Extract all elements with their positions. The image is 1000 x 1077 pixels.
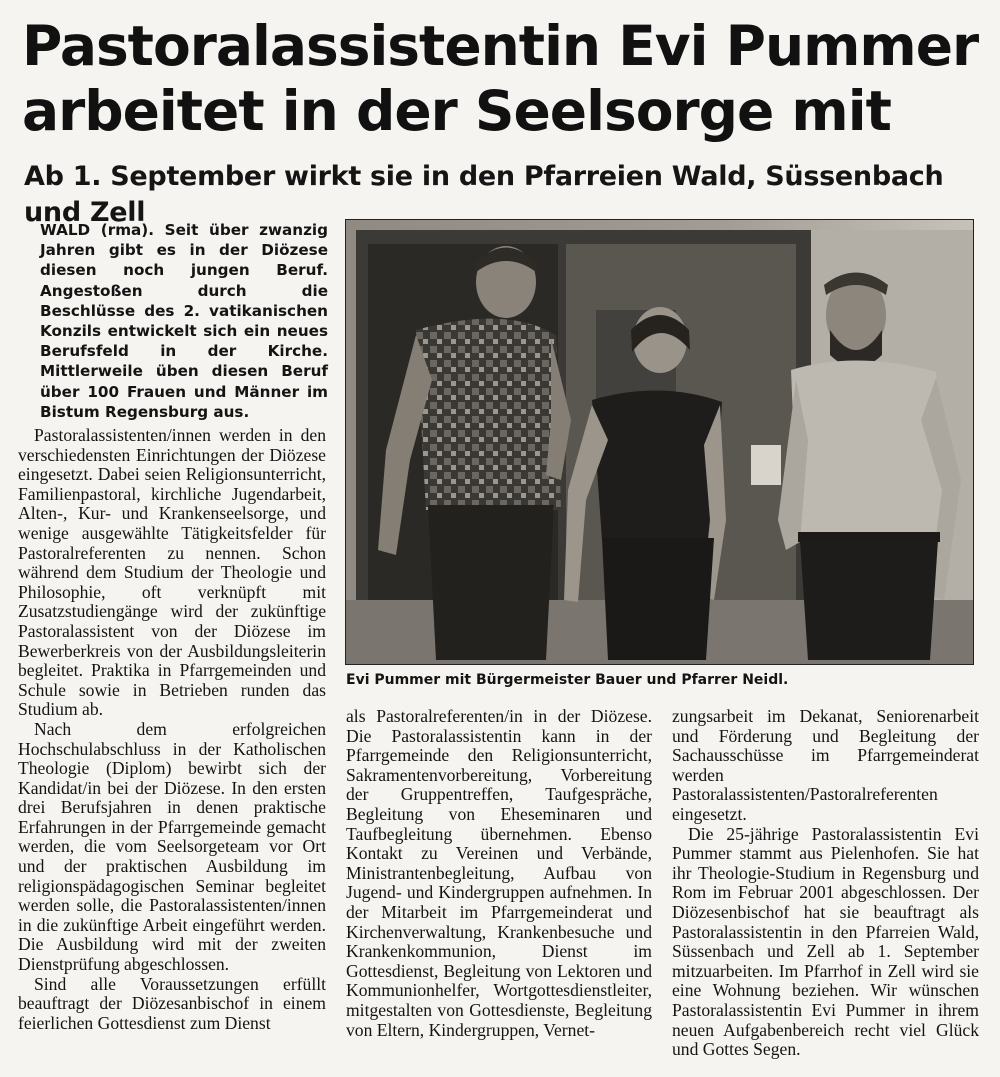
subheadline: Ab 1. September wirkt sie in den Pfarreien Wald, Süssenbach und Zell [24, 161, 944, 228]
headline-line-1: Pastoralassistentin Evi Pummer [22, 14, 979, 78]
headline [22, 14, 982, 144]
photo-illustration [346, 220, 973, 664]
column-1-paragraph-1: Pastoralassistenten/innen werden in den verschiedensten Einrichtungen der Diözese eingesetzt. Dabei seien Religionsunterricht, Familienpastoral, kirchliche Jugendarbeit, Alten-, Kur- und Krankenseelsorge, und wenige ausgewählte Tätigkeitsfelder für Pastoralreferenten zu nennen. Schon während dem Studium der Theologie und Philosophie, oft verknüpft mit Zusatzstudiengänge wird der zukünftige Pastoralassistent von der Diözese im Bewerberkreis von der Ausbildungsleiterin begleitet. Praktika in Pfarrgemeinden und Schule sowie in Betrieben runden das Studium ab. [18, 425, 326, 720]
photo-caption: Evi Pummer mit Bürgermeister Bauer und Pfarrer Neidl. [346, 672, 789, 688]
article-column-1 [18, 426, 326, 1033]
column-3-paragraph-2: Die 25-jährige Pastoralassistentin Evi Pummer stammt aus Pielenhofen. Sie hat ihr Theologie-Studium in Regensburg und Rom im Februar 2001 abgeschlossen. Der Diözesenbischof hat sie beauftragt als Pastoralassistentin in den Pfarreien Wald, Süssenbach und Zell ab 1. September mitzuarbeiten. Im Pfarrhof in Zell wird sie eine Wohnung beziehen. Wir wünschen Pastoralassistentin Evi Pummer in ihrem neuen Aufgabenbereich recht viel Glück und Gottes Segen. [672, 823, 979, 1060]
article-photo [345, 219, 974, 665]
headline-line-2: arbeitet in der Seelsorge mit [22, 79, 891, 143]
column-3-paragraph-1: zungsarbeit im Dekanat, Seniorenarbeit und Förderung und Begleitung der Sachausschüsse im Pfarrgemeinderat werden Pastoralassistenten/Pastoralreferenten eingesetzt. [672, 706, 979, 824]
article-column-3 [672, 707, 979, 1060]
column-1-paragraph-3: Sind alle Voraussetzungen erfüllt beauftragt der Diözesanbischof in einem feierlichen Gottesdienst zum Dienst [18, 973, 326, 1033]
column-2-paragraph-1: als Pastoralreferenten/in in der Diözese. Die Pastoralassistentin kann in der Pfarrgemeinde den Religionsunterricht, Sakramentenvorbereitung, Vorbereitung der Gruppentreffen, Taufgespräche, Begleitung von Eheseminaren und Taufbegleitung übernehmen. Ebenso Kontakt zu Vereinen und Verbände, Ministrantenbegleitung, Aufbau von Jugend- und Kindergruppen aufnehmen. In der Mitarbeit im Pfarrgemeinderat und Kirchenverwaltung, Krankenbesuche und Krankenkommunion, Dienst im Gottesdienst, Begleitung von Lektoren und Kommunionhelfer, Wortgottesdienstleiter, mitgestalten von Gottesdienste, Begleitung von Eltern, Kindergruppen, Vernet- [346, 706, 652, 1040]
lead-paragraph: WALD (rma). Seit über zwanzig Jahren gibt es in der Diözese diesen noch jungen Beruf. Angestoßen durch die Beschlüsse des 2. vatikanischen Konzils entwickelt sich ein neues Berufsfeld in der Kirche. Mittlerweile üben diesen Beruf über 100 Frauen und Männer im Bistum Regensburg aus. [40, 221, 328, 421]
column-1-paragraph-2: Nach dem erfolgreichen Hochschulabschluss in der Katholischen Theologie (Diplom) bewirbt sich der Kandidat/in bei der Diözese. In den ersten drei Berufsjahren in denen praktische Erfahrungen in der Pfarrgemeinde gemacht werden, die vom Seelsorgeteam vor Ort und der praktischen Ausbildung im religionspädagogischen Seminar begleitet werden solle, die Pastoralassistenten/innen in die zukünftige Arbeit eingeführt werden. Die Ausbildung wird mit der zweiten Dienstprüfung abgeschlossen. [18, 718, 326, 975]
article-column-2 [346, 707, 652, 1040]
